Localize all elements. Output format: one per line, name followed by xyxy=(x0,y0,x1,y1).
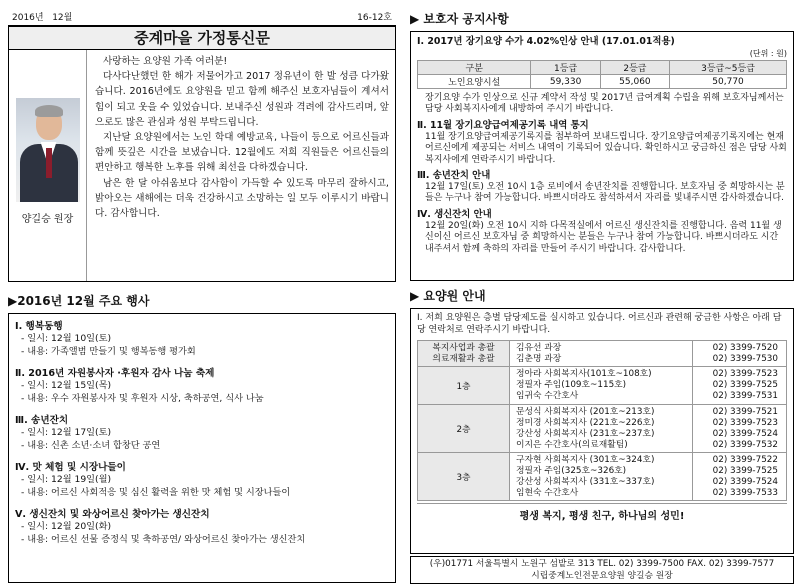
event-date: - 일시: 12월 17일(토) xyxy=(21,427,112,438)
notice-box xyxy=(410,31,794,281)
unit-label: (단위 : 원) xyxy=(749,49,787,58)
notice-section-title: Ⅳ. 생신잔치 안내 xyxy=(417,208,492,220)
staff-name: 임귀숙 수간호사 xyxy=(516,391,579,401)
issue-number: 16-12호 xyxy=(357,13,392,23)
director-letter xyxy=(8,50,396,282)
staff-name: 김춘명 과장 xyxy=(516,353,562,364)
letter-greeting: 사랑하는 요양원 가족 여러분! xyxy=(103,56,228,67)
staff-name: 강산성 사회복지사 (231호~237호) xyxy=(516,428,655,439)
issue-header xyxy=(8,10,396,26)
event-content: - 내용: 어르신 사회적응 및 심신 활력을 위한 맛 체험 및 시장나들이 xyxy=(21,486,291,498)
event-date: - 일시: 12월 10일(토) xyxy=(21,333,112,344)
name-cell xyxy=(510,453,693,501)
event-date: - 일시: 12월 20일(화) xyxy=(21,521,112,532)
fee-header-cell: 구분 xyxy=(418,61,531,75)
staff-name: 정아라 사회복지사(101호~108호) xyxy=(516,369,652,379)
staff-phone: 02) 3399-7525 xyxy=(712,380,778,390)
phone-cell xyxy=(693,341,787,367)
name-cell xyxy=(510,341,693,367)
photo-caption: 양길승 원장 xyxy=(21,214,74,225)
dept-cell: 1층 xyxy=(418,367,510,405)
event-item xyxy=(15,414,389,452)
footer-address: (우)01771 서울특별시 노원구 섬밭로 313 TEL. 02) 3399-7500 FAX. 02) 3399-7577 xyxy=(429,559,775,569)
fee-cell: 노인요양시설 xyxy=(418,75,531,89)
staff-phone: 02) 3399-7523 xyxy=(712,369,778,379)
staff-phone: 02) 3399-7524 xyxy=(712,476,778,487)
fee-cell: 50,770 xyxy=(670,75,787,89)
notice-text: 11월 장기요양급여제공기록지를 첨부하여 보내드립니다. 장기요양급여제공기록지에는 현재 어르신에게 제공되는 서비스 내역이 기록되어 있습니다. 확인하시고 궁금하신 점은 담당 사회복지사에게 연락주시기 바랍니다. xyxy=(425,131,787,165)
newsletter-title: 중계마을 가정통신문 xyxy=(8,26,396,50)
dept-cell: 3층 xyxy=(418,453,510,501)
director-photo xyxy=(16,98,80,202)
name-cell xyxy=(510,405,693,453)
staff-row xyxy=(418,453,787,501)
event-date: - 일시: 12월 19일(월) xyxy=(21,474,112,485)
event-title: Ⅲ. 송년잔치 xyxy=(15,415,69,426)
staff-phone: 02) 3399-7530 xyxy=(712,353,778,364)
staff-row xyxy=(418,405,787,453)
staff-phone: 02) 3399-7524 xyxy=(712,428,778,439)
fee-header-cell: 2등급 xyxy=(600,61,669,75)
notice-section-title: Ⅱ. 11월 장기요양급여제공기록 내역 통지 xyxy=(417,119,589,131)
right-column xyxy=(410,10,794,584)
staff-phone: 02) 3399-7522 xyxy=(712,454,778,465)
fee-table xyxy=(417,60,787,89)
letter-paragraph: 다사다난했던 한 해가 저물어가고 2017 정유년이 한 발 성큼 다가왔습니다. 2016년에도 요양원을 믿고 함께 해주신 보호자님들이 계셔서 힘이 되고 웃을 수 있었습니다. 보내주신 성원과 격려에 감사드리며, 앞으로도 많은 관심과 성원 부탁드립니다. xyxy=(95,71,389,128)
notice-section-title: Ⅰ. 2017년 장기요양 수가 4.02%인상 안내 (17.01.01적용) xyxy=(417,36,675,47)
name-cell xyxy=(510,367,693,405)
staff-phone: 02) 3399-7533 xyxy=(712,487,778,498)
notice-section-title: Ⅲ. 송년잔치 안내 xyxy=(417,170,491,182)
fee-header-cell: 1등급 xyxy=(531,61,600,75)
event-item xyxy=(15,508,389,546)
staff-phone: 02) 3399-7532 xyxy=(712,439,778,450)
events-heading: ▶2016년 12월 주요 행사 xyxy=(8,294,150,308)
staff-phone: 02) 3399-7525 xyxy=(712,465,778,476)
staff-name: 김유선 과장 xyxy=(516,342,562,353)
notice-text: 12월 20일(화) 오전 10시 지하 다목적실에서 어르신 생신잔치를 진행합니다. 음력 11월 생신이신 어르신 보호자님 중 희망하시는 분들은 누구나 참여 가능합니다. 바쁘시더라도 시간 내주셔서 함께 축하의 자리를 만들어 주시기 바랍니다. 감사합니다. xyxy=(425,220,782,254)
dept-cell: 복지사업과 총괄 의료재활과 총괄 xyxy=(418,341,510,367)
event-date: - 일시: 12월 15일(목) xyxy=(21,380,112,391)
fee-cell: 59,330 xyxy=(531,75,600,89)
phone-cell xyxy=(693,453,787,501)
event-content: - 내용: 어르신 선물 증정식 및 축하공연/ 와상어르신 찾아가는 생신잔치 xyxy=(21,533,306,545)
staff-phone: 02) 3399-7521 xyxy=(712,406,778,417)
fee-header-cell: 3등급~5등급 xyxy=(670,61,787,75)
staff-phone: 02) 3399-7520 xyxy=(712,342,778,353)
staff-name: 임현숙 수간호사 xyxy=(516,487,579,498)
event-title: Ⅰ. 행복동행 xyxy=(15,321,63,332)
event-item xyxy=(15,320,389,358)
fee-cell: 55,060 xyxy=(600,75,669,89)
motto: 평생 복지, 평생 친구, 하나님의 성민! xyxy=(417,503,787,522)
event-title: Ⅴ. 생신잔치 및 와상어르신 찾아가는 생신잔치 xyxy=(15,509,210,520)
staff-name: 이지은 수간호사(의료재활팀) xyxy=(516,439,628,450)
notice-heading: ▶ 보호자 공지사항 xyxy=(410,12,509,26)
event-title: Ⅱ. 2016년 자원봉사자 ·후원자 감사 나눔 축제 xyxy=(15,368,215,379)
notice-text: 장기요양 수가 인상으로 신규 계약서 작성 및 2017년 급여계획 수립을 위해 보호자님께서는 담당 사회복지사에게 내방하여 주시기 바랍니다. xyxy=(425,93,784,115)
event-content: - 내용: 가족앨범 만들기 및 행복동행 평가회 xyxy=(21,345,196,357)
events-box xyxy=(8,313,396,583)
staff-name: 문성식 사회복지사 (201호~213호) xyxy=(516,406,655,417)
event-item xyxy=(15,367,389,405)
fee-row xyxy=(418,75,787,89)
photo-column xyxy=(9,50,87,281)
staff-row xyxy=(418,341,787,367)
footer xyxy=(410,556,794,584)
letter-paragraph: 남은 한 달 아쉬움보다 감사함이 가득할 수 있도록 마무리 잘하시고, 밝아오는 새해에는 더욱 건강하시고 소망하는 일 모두 이루시기 바랍니다. 감사합니다. xyxy=(95,177,389,220)
event-content: - 내용: 신촌 소년·소녀 합창단 공연 xyxy=(21,439,161,451)
staff-table xyxy=(417,340,787,501)
footer-org: 시립중계노인전문요양원 양길승 원장 xyxy=(531,571,673,581)
issue-month: 12월 xyxy=(52,13,73,23)
fee-header-row xyxy=(418,61,787,75)
staff-name: 정미경 사회복지사 (221호~226호) xyxy=(516,417,655,428)
staff-phone: 02) 3399-7531 xyxy=(712,391,778,401)
event-item xyxy=(15,461,389,499)
staff-name: 강산성 사회복지사 (331호~337호) xyxy=(516,476,655,487)
letter-text xyxy=(87,50,395,281)
staff-name: 정필자 주임(109호~115호) xyxy=(516,380,627,390)
staff-name: 구자현 사회복지사 (301호~324호) xyxy=(516,454,655,465)
left-column xyxy=(8,10,396,583)
dept-cell: 2층 xyxy=(418,405,510,453)
staff-intro: Ⅰ. 저희 요양원은 층별 담당제도를 실시하고 있습니다. 어르신과 관련해 궁금한 사항은 아래 담당 연락처로 연락주시기 바랍니다. xyxy=(417,313,782,335)
phone-cell xyxy=(693,405,787,453)
phone-cell xyxy=(693,367,787,405)
event-title: Ⅳ. 맛 체험 및 시장나들이 xyxy=(15,462,126,473)
staff-row xyxy=(418,367,787,405)
event-content: - 내용: 우수 자원봉사자 및 후원자 시상, 축하공연, 식사 나눔 xyxy=(21,392,264,404)
staff-heading: ▶ 요양원 안내 xyxy=(410,289,486,303)
letter-paragraph: 지난달 요양원에서는 노인 학대 예방교육, 나들이 등으로 어르신들과 함께 뜻깊은 시간을 보냈습니다. 12월에도 저희 직원들은 어르신들의 편안하고 행복한 노후를 위해 최선을 다하겠습니다. xyxy=(95,132,389,174)
staff-box xyxy=(410,308,794,554)
staff-name: 정필자 주임(325호~326호) xyxy=(516,465,627,476)
staff-phone: 02) 3399-7523 xyxy=(712,417,778,428)
issue-year: 2016년 xyxy=(12,13,44,23)
notice-text: 12월 17일(토) 오전 10시 1층 로비에서 송년잔치를 진행합니다. 보호자님 중 희망하시는 분들은 누구나 참여 가능합니다. 바쁘시더라도 참석하셔서 자리를 빛내주시면 감사하겠습니다. xyxy=(425,182,785,204)
